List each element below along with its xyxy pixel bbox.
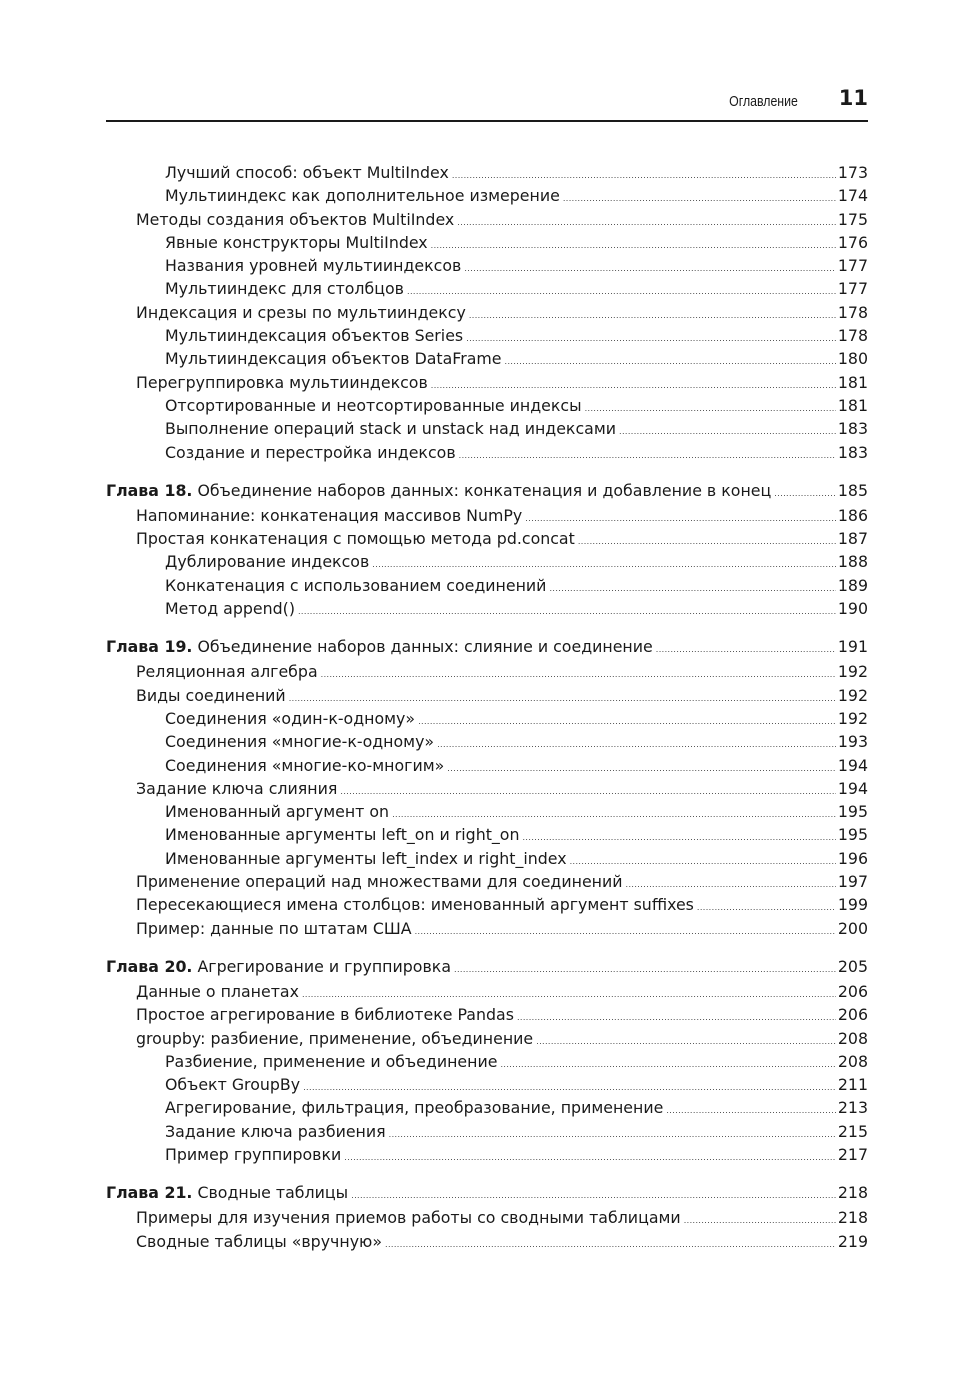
toc-entry-page: 208 bbox=[837, 1028, 868, 1048]
toc-entry-page: 206 bbox=[837, 1005, 868, 1025]
dot-leader bbox=[684, 1209, 836, 1232]
toc-entry-page: 180 bbox=[837, 349, 868, 369]
toc-entry-title bbox=[165, 823, 519, 846]
toc-entry-title bbox=[136, 1003, 514, 1026]
toc-entry[interactable] bbox=[106, 527, 868, 550]
dot-leader bbox=[344, 1146, 836, 1169]
toc-entry-page: 177 bbox=[837, 256, 868, 276]
chapter-label: Глава 19. bbox=[106, 637, 193, 657]
toc-entry-title bbox=[165, 417, 616, 440]
toc-entry[interactable] bbox=[106, 417, 868, 440]
toc-entry-text: Примеры для изучения приемов работы со сводными таблицами bbox=[136, 1208, 681, 1228]
toc-entry-text: Именованный аргумент on bbox=[165, 802, 390, 822]
toc-entry-title bbox=[136, 1206, 681, 1229]
toc-entry-page: 188 bbox=[837, 552, 868, 572]
toc-entry-text: Агрегирование, фильтрация, преобразование, применение bbox=[165, 1098, 664, 1118]
toc-entry-text: Пересекающиеся имена столбцов: именованный аргумент suffixes bbox=[136, 895, 694, 915]
toc-entry-text: Выполнение операций stack и unstack над индексами bbox=[165, 419, 617, 439]
toc-entry[interactable] bbox=[106, 660, 868, 683]
toc-entry[interactable] bbox=[106, 1073, 868, 1096]
dot-leader bbox=[437, 733, 836, 756]
toc-entry-text: Пример группировки bbox=[165, 1144, 342, 1164]
toc-entry-page: 187 bbox=[837, 529, 868, 549]
toc-entry-text: Именованные аргументы left_on и right_on bbox=[165, 825, 520, 845]
toc-entry-title bbox=[165, 347, 502, 370]
toc-entry-title bbox=[165, 847, 567, 870]
toc-entry-title bbox=[106, 954, 451, 980]
toc-entry-text: Виды соединений bbox=[136, 685, 286, 705]
toc-entry-title bbox=[165, 394, 582, 417]
toc-entry-page: 196 bbox=[837, 848, 868, 868]
toc-entry-page: 200 bbox=[837, 918, 868, 938]
toc-entry-page: 186 bbox=[837, 505, 868, 525]
toc-entry[interactable] bbox=[106, 980, 868, 1003]
toc-entry-title bbox=[136, 208, 454, 231]
toc-entry-page: 197 bbox=[837, 872, 868, 892]
toc-entry-text: Соединения «многие-к-одному» bbox=[165, 732, 435, 752]
toc-entry-page: 181 bbox=[837, 395, 868, 415]
toc-entry[interactable] bbox=[106, 1143, 868, 1166]
toc-entry[interactable] bbox=[106, 504, 868, 527]
toc-entry-text: Простая конкатенация с помощью метода pd.concat bbox=[136, 529, 575, 549]
toc-entry-title bbox=[165, 231, 428, 254]
toc-entry-text: Мультииндексация объектов DataFrame bbox=[165, 349, 502, 369]
toc-entry[interactable] bbox=[106, 1230, 868, 1253]
dot-leader bbox=[619, 420, 836, 443]
toc-entry-page: 173 bbox=[837, 163, 868, 182]
toc-entry[interactable] bbox=[106, 277, 868, 300]
toc-entry-page: 218 bbox=[837, 1208, 868, 1228]
dot-leader bbox=[666, 1099, 836, 1122]
toc-entry-page: 219 bbox=[837, 1231, 868, 1251]
toc-entry[interactable] bbox=[106, 800, 868, 823]
toc-entry-title bbox=[106, 478, 771, 504]
dot-leader bbox=[549, 577, 835, 600]
dot-leader bbox=[321, 663, 836, 686]
chapter-label: Глава 20. bbox=[106, 956, 193, 976]
toc-chapter-entry[interactable] bbox=[106, 634, 868, 660]
toc-entry-title bbox=[165, 1143, 341, 1166]
toc-entry-title bbox=[165, 1120, 386, 1143]
toc-entry-title bbox=[165, 277, 404, 300]
toc-entry-page: 192 bbox=[837, 685, 868, 705]
toc-entry-page: 175 bbox=[837, 209, 868, 229]
toc-entry-page: 208 bbox=[837, 1051, 868, 1071]
toc-entry-page: 213 bbox=[837, 1098, 868, 1118]
dot-leader bbox=[517, 1006, 836, 1029]
toc-entry-title bbox=[165, 1050, 497, 1073]
toc-entry[interactable] bbox=[106, 574, 868, 597]
dot-leader bbox=[418, 710, 836, 733]
toc-entry-page: 183 bbox=[837, 419, 868, 439]
toc-entry[interactable] bbox=[106, 550, 868, 573]
toc-entry-title bbox=[165, 184, 560, 207]
toc-chapter-entry[interactable] bbox=[106, 1180, 868, 1206]
toc-entry-text: Реляционная алгебра bbox=[136, 662, 318, 682]
toc-entry-title bbox=[106, 634, 653, 660]
toc-entry-title bbox=[165, 800, 389, 823]
toc-entry-text: Мультииндекс как дополнительное измерение bbox=[165, 186, 560, 206]
toc-entry-text: Соединения «многие-ко-многим» bbox=[165, 755, 445, 775]
toc-entry-text: Задание ключа разбиения bbox=[165, 1121, 386, 1141]
toc-entry-text: Соединения «один-к-одному» bbox=[165, 708, 416, 728]
toc-entry-title bbox=[136, 1230, 382, 1253]
toc-entry-text: Метод append() bbox=[165, 599, 295, 619]
toc-entry-text: Разбиение, применение и объединение bbox=[165, 1051, 498, 1071]
toc-entry-text: Конкатенация с использованием соединений bbox=[165, 575, 547, 595]
toc-entry[interactable] bbox=[106, 754, 868, 777]
dot-leader bbox=[578, 530, 836, 553]
dot-leader bbox=[431, 234, 836, 257]
toc-entry[interactable] bbox=[106, 254, 868, 277]
toc-entry[interactable] bbox=[106, 847, 868, 870]
toc-entry-text: Сводные таблицы bbox=[192, 1183, 349, 1203]
toc-entry-page: 218 bbox=[837, 1183, 868, 1203]
toc-entry-title bbox=[136, 980, 299, 1003]
toc-entry[interactable] bbox=[106, 707, 868, 730]
toc-entry-text: groupby: разбиение, применение, объединение bbox=[136, 1028, 534, 1048]
toc-entry-title bbox=[136, 660, 318, 683]
toc-entry-title bbox=[165, 574, 546, 597]
toc-entry[interactable] bbox=[106, 371, 868, 394]
toc-entry-text: Названия уровней мультииндексов bbox=[165, 256, 462, 276]
toc-entry[interactable] bbox=[106, 1027, 868, 1050]
toc-entry-title bbox=[136, 893, 694, 916]
toc-entry-page: 176 bbox=[837, 232, 868, 252]
toc-entry-page: 174 bbox=[837, 186, 868, 206]
toc-entry-text: Индексация и срезы по мультииндексу bbox=[136, 302, 466, 322]
toc-entry-text: Перегруппировка мультииндексов bbox=[136, 372, 428, 392]
dot-leader bbox=[697, 896, 836, 919]
toc-entry-title bbox=[165, 441, 456, 464]
toc-entry[interactable] bbox=[106, 161, 868, 184]
toc-entry-page: 178 bbox=[837, 326, 868, 346]
dot-leader bbox=[469, 304, 836, 327]
toc-entry-text: Именованные аргументы left_index и right_index bbox=[165, 848, 567, 868]
dot-leader bbox=[505, 350, 836, 373]
toc-chapter-entry[interactable] bbox=[106, 954, 868, 980]
toc-entry-title bbox=[136, 371, 428, 394]
toc-entry[interactable] bbox=[106, 870, 868, 893]
toc-entry-title bbox=[136, 527, 575, 550]
toc-entry-text: Дублирование индексов bbox=[165, 552, 370, 572]
toc-entry-title bbox=[136, 504, 522, 527]
toc-entry[interactable] bbox=[106, 324, 868, 347]
dot-leader bbox=[585, 397, 836, 420]
toc-entry-text: Создание и перестройка индексов bbox=[165, 442, 456, 462]
toc-entry-title bbox=[165, 754, 444, 777]
dot-leader bbox=[385, 1233, 836, 1256]
chapter-label: Глава 21. bbox=[106, 1183, 193, 1203]
toc-entry-title bbox=[165, 1073, 300, 1096]
toc-entry[interactable] bbox=[106, 893, 868, 916]
dot-leader bbox=[459, 444, 836, 467]
toc-entry[interactable] bbox=[106, 1120, 868, 1143]
toc-entry-title bbox=[106, 1180, 348, 1206]
dot-leader bbox=[454, 957, 836, 983]
toc-entry[interactable] bbox=[106, 184, 868, 207]
toc-entry-text: Мультииндексация объектов Series bbox=[165, 326, 464, 346]
dot-leader bbox=[522, 826, 835, 849]
toc-entry-page: 217 bbox=[837, 1144, 868, 1164]
running-header bbox=[106, 86, 868, 122]
toc-entry-text: Объединение наборов данных: слияние и соединение bbox=[192, 637, 653, 657]
dot-leader bbox=[447, 757, 836, 780]
toc-chapter-entry[interactable] bbox=[106, 478, 868, 504]
toc-entry-title bbox=[165, 550, 369, 573]
toc-entry-page: 189 bbox=[837, 575, 868, 595]
toc-entry-text: Сводные таблицы «вручную» bbox=[136, 1231, 383, 1251]
toc-entry-text: Агрегирование и группировка bbox=[192, 956, 452, 976]
dot-leader bbox=[340, 780, 835, 803]
toc-entry-text: Мультииндекс для столбцов bbox=[165, 279, 404, 299]
toc-entry-page: 190 bbox=[837, 599, 868, 619]
toc-entry-page: 215 bbox=[837, 1121, 868, 1141]
running-header-section: Оглавление bbox=[729, 94, 798, 110]
toc-entry-text: Данные о планетах bbox=[136, 981, 299, 1001]
dot-leader bbox=[500, 1053, 835, 1076]
toc-entry-page: 178 bbox=[837, 302, 868, 322]
toc-entry[interactable] bbox=[106, 777, 868, 800]
toc-entry-title bbox=[136, 684, 286, 707]
toc-entry-page: 181 bbox=[837, 372, 868, 392]
toc-entry-page: 211 bbox=[837, 1075, 868, 1095]
dot-leader bbox=[563, 187, 836, 210]
toc-entry-title bbox=[136, 917, 412, 940]
toc-entry[interactable] bbox=[106, 301, 868, 324]
chapter-label: Глава 18. bbox=[106, 480, 193, 500]
toc-entry[interactable] bbox=[106, 597, 868, 620]
toc-entry-page: 195 bbox=[837, 802, 868, 822]
toc-entry-title bbox=[165, 324, 463, 347]
toc-entry-title bbox=[136, 301, 466, 324]
toc-entry[interactable] bbox=[106, 1096, 868, 1119]
toc-entry[interactable] bbox=[106, 730, 868, 753]
toc-entry-text: Применение операций над множествами для соединений bbox=[136, 872, 623, 892]
dot-leader bbox=[407, 280, 836, 303]
toc-entry-page: 185 bbox=[837, 480, 868, 500]
dot-leader bbox=[298, 600, 836, 623]
toc-entry[interactable] bbox=[106, 1003, 868, 1026]
toc-entry[interactable] bbox=[106, 823, 868, 846]
toc-entry-text: Простое агрегирование в библиотеке Pandas bbox=[136, 1005, 514, 1025]
table-of-contents bbox=[106, 161, 868, 1253]
toc-entry[interactable] bbox=[106, 347, 868, 370]
toc-entry-title bbox=[165, 1096, 663, 1119]
toc-entry-page: 192 bbox=[837, 662, 868, 682]
dot-leader bbox=[466, 327, 836, 350]
toc-entry-text: Отсортированные и неотсортированные индексы bbox=[165, 395, 582, 415]
dot-leader bbox=[536, 1030, 836, 1053]
toc-entry-page: 193 bbox=[837, 732, 868, 752]
toc-entry-text: Объект GroupBy bbox=[165, 1075, 301, 1095]
toc-entry-page: 194 bbox=[837, 778, 868, 798]
toc-entry-title bbox=[136, 777, 337, 800]
toc-entry-page: 199 bbox=[837, 895, 868, 915]
toc-entry-text: Явные конструкторы MultiIndex bbox=[165, 232, 428, 252]
toc-entry[interactable] bbox=[106, 208, 868, 231]
toc-entry-page: 191 bbox=[837, 637, 868, 657]
toc-entry-page: 192 bbox=[837, 708, 868, 728]
toc-entry-text: Лучший способ: объект MultiIndex bbox=[165, 163, 449, 182]
dot-leader bbox=[464, 257, 836, 280]
toc-entry-title bbox=[165, 597, 295, 620]
toc-entry-text: Методы создания объектов MultiIndex bbox=[136, 209, 455, 229]
dot-leader bbox=[415, 920, 836, 943]
toc-entry[interactable] bbox=[106, 1206, 868, 1229]
toc-entry-page: 177 bbox=[837, 279, 868, 299]
toc-entry[interactable] bbox=[106, 231, 868, 254]
toc-entry-page: 195 bbox=[837, 825, 868, 845]
page-number: 11 bbox=[838, 86, 868, 110]
toc-entry-page: 206 bbox=[837, 981, 868, 1001]
toc-entry-text: Объединение наборов данных: конкатенация и добавление в конец bbox=[192, 480, 772, 500]
toc-entry-title bbox=[136, 870, 623, 893]
toc-entry-title bbox=[165, 161, 449, 184]
toc-entry[interactable] bbox=[106, 1050, 868, 1073]
toc-entry-title bbox=[136, 1027, 533, 1050]
toc-entry[interactable] bbox=[106, 441, 868, 464]
dot-leader bbox=[656, 637, 836, 663]
dot-leader bbox=[774, 481, 836, 507]
toc-entry-text: Задание ключа слияния bbox=[136, 778, 338, 798]
toc-entry-page: 205 bbox=[837, 956, 868, 976]
toc-entry[interactable] bbox=[106, 394, 868, 417]
toc-entry-title bbox=[165, 254, 461, 277]
dot-leader bbox=[389, 1123, 836, 1146]
toc-entry[interactable] bbox=[106, 917, 868, 940]
toc-entry-title bbox=[165, 707, 415, 730]
toc-entry-page: 194 bbox=[837, 755, 868, 775]
toc-entry[interactable] bbox=[106, 684, 868, 707]
toc-entry-page: 183 bbox=[837, 442, 868, 462]
dot-leader bbox=[457, 211, 836, 234]
toc-entry-text: Пример: данные по штатам США bbox=[136, 918, 412, 938]
toc-entry-text: Напоминание: конкатенация массивов NumPy bbox=[136, 505, 523, 525]
toc-entry-title bbox=[165, 730, 434, 753]
